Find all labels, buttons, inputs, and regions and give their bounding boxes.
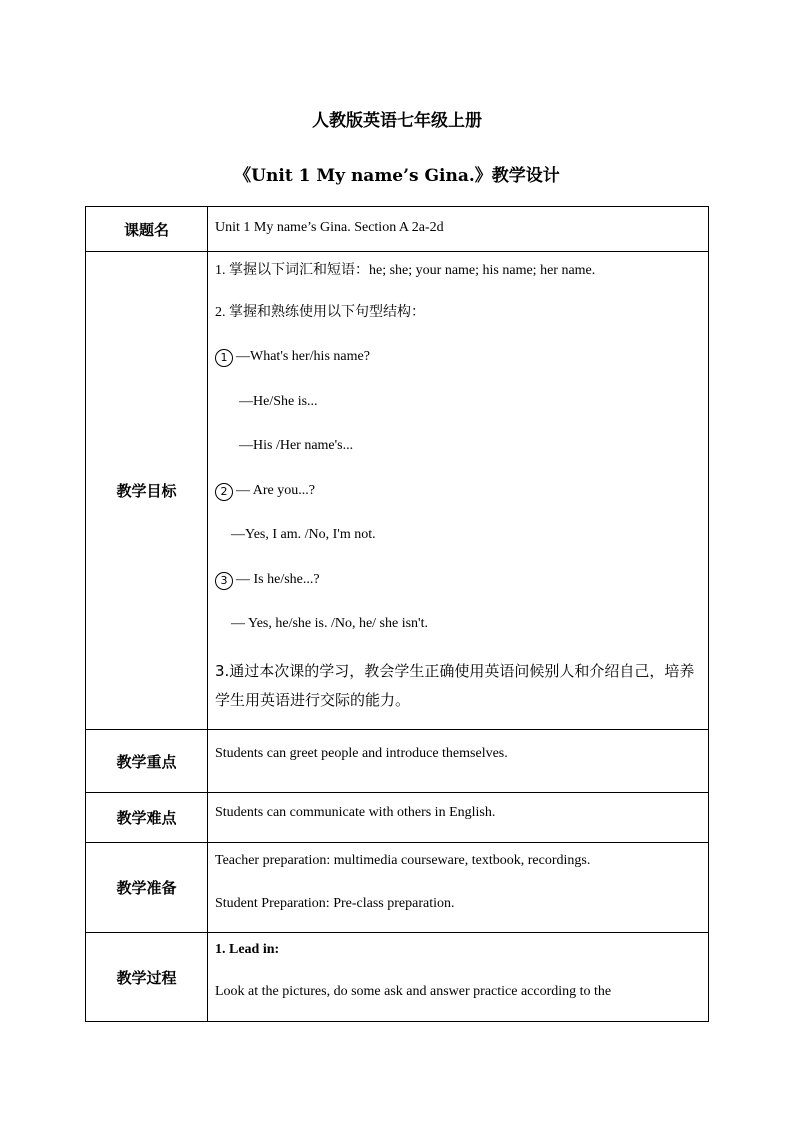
topic-cell xyxy=(208,207,709,252)
table-row-goals xyxy=(86,252,709,730)
goals-label: 教学目标 xyxy=(86,252,208,730)
circled-number-2: 2 xyxy=(215,483,233,501)
goals-cell xyxy=(208,252,709,730)
key-points-cell xyxy=(208,730,709,793)
difficulties-cell xyxy=(208,793,709,843)
process-step-1-text: Look at the pictures, do some ask and answer practice according to the xyxy=(215,984,612,999)
topic-label: 课题名 xyxy=(86,207,208,252)
process-label: 教学过程 xyxy=(86,933,208,1022)
student-preparation: Student Preparation: Pre-class preparation. xyxy=(215,896,455,911)
preparation-label: 教学准备 xyxy=(86,843,208,933)
process-step-1: 1. Lead in: xyxy=(215,942,280,957)
lesson-plan-table xyxy=(85,206,709,1022)
circled-number-1: 1 xyxy=(215,349,233,367)
sentence-1-answer-1: —He/She is... xyxy=(239,393,318,409)
sentence-3-question-text: — Is he/she...? xyxy=(236,571,320,587)
sentence-3-question xyxy=(215,564,702,609)
table-row-key-points xyxy=(86,730,709,793)
document-subtitle: 《Unit 1 My name’s Gina.》教学设计 xyxy=(234,166,560,186)
key-points-value: Students can greet people and introduce themselves. xyxy=(215,746,508,761)
difficulties-label: 教学难点 xyxy=(86,793,208,843)
sentence-1-answer-2: —His /Her name's... xyxy=(239,438,354,453)
sentence-2-question xyxy=(215,475,702,520)
goal-item-2: 2. 掌握和熟练使用以下句型结构： xyxy=(215,304,425,320)
table-row-topic xyxy=(86,207,709,252)
table-row-difficulties xyxy=(86,793,709,843)
difficulties-value: Students can communicate with others in English. xyxy=(215,805,496,820)
sentence-2-answer: —Yes, I am. /No, I'm not. xyxy=(231,527,376,542)
key-points-label: 教学重点 xyxy=(86,730,208,793)
teacher-preparation: Teacher preparation: multimedia courseware, textbook, recordings. xyxy=(215,853,591,868)
sentence-2-question-text: — Are you...? xyxy=(236,482,315,498)
preparation-cell xyxy=(208,843,709,933)
circled-number-3: 3 xyxy=(215,572,233,590)
goal-item-3: 3.通过本次课的学习，教会学生正确使用英语问候别人和介绍自己，培养学生用英语进行交际的能力。 xyxy=(215,661,695,709)
sentence-1-question xyxy=(215,341,702,386)
table-row-preparation xyxy=(86,843,709,933)
topic-value: Unit 1 My name’s Gina. Section A 2a-2d xyxy=(215,220,444,235)
sentence-3-answer: — Yes, he/she is. /No, he/ she isn't. xyxy=(231,616,428,631)
table-row-process xyxy=(86,933,709,1022)
sentence-1-question-text: —What's her/his name? xyxy=(236,349,370,364)
goal-item-1: 1. 掌握以下词汇和短语：he; she; your name; his name; her name. xyxy=(215,263,596,278)
process-cell xyxy=(208,933,709,1022)
document-title: 人教版英语七年级上册 xyxy=(312,111,482,131)
